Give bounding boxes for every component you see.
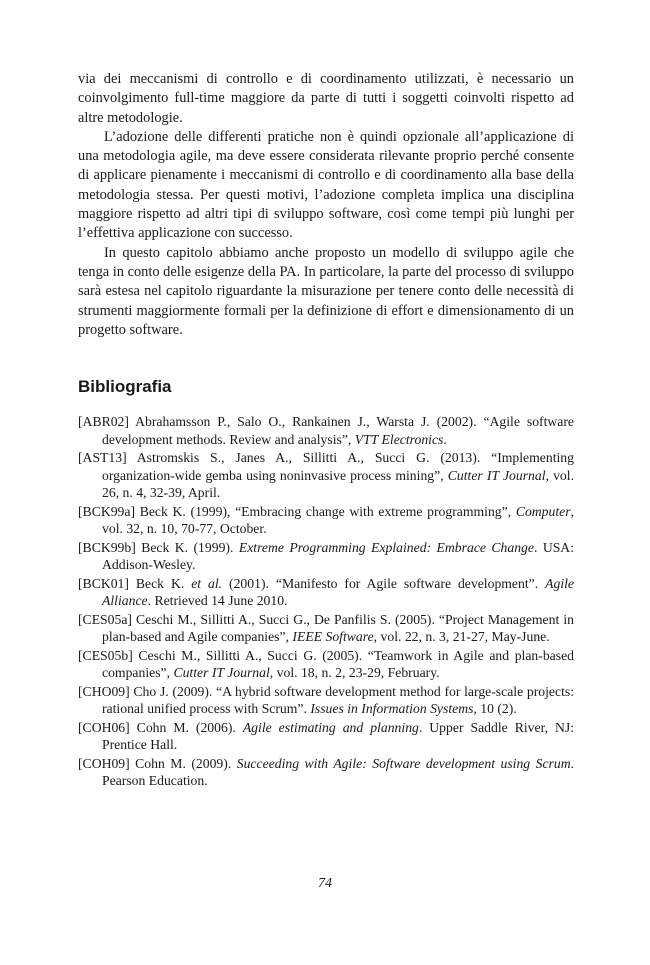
bibliography-entry: [COH09] Cohn M. (2009). Succeeding with Agile: Software development using Scrum. Pearson Education. (78, 755, 574, 789)
bibliography-list (78, 413, 574, 790)
bibliography-entry: [COH06] Cohn M. (2006). Agile estimating and planning. Upper Saddle River, NJ: Prentice Hall. (78, 719, 574, 753)
bibliography-entry: [BCK99b] Beck K. (1999). Extreme Programming Explained: Embrace Change. USA: Addison-Wesley. (78, 539, 574, 573)
bibliography-entry: [ABR02] Abrahamsson P., Salo O., Rankainen J., Warsta J. (2002). “Agile software development methods. Review and analysis”, VTT Electronics. (78, 414, 574, 447)
bibliography-entry: [CES05b] Ceschi M., Sillitti A., Succi G. (2005). “Teamwork in Agile and plan-based companies”, Cutter IT Journal, vol. 18, n. 2, 23-29, February. (78, 647, 574, 681)
paragraph: In questo capitolo abbiamo anche proposto un modello di sviluppo agile che tenga in conto delle esigenze della PA. In particolare, la parte del processo di sviluppo sarà estesa nel capitolo riguardante la misurazione per tenere conto delle necessità di strumenti maggiormente formali per la definizione di effort e dimensionamento di un progetto software. (78, 244, 574, 338)
paragraph: via dei meccanismi di controllo e di coordinamento utilizzati, è necessario un coinvolgimento full-time maggiore da parte di tutti i soggetti coinvolti rispetto ad altre metodologie. (78, 71, 574, 126)
paragraph: L’adozione delle differenti pratiche non è quindi opzionale all’applicazione di una metodologia agile, ma deve essere considerata rilevante proprio perché consente di applicare pienamente i meccanismi di controllo e di coordinamento alla base della metodologia stessa. Per questi motivi, l’adozione completa implica una disciplina maggiore rispetto ad altri tipi di sviluppo software, così come tempi più lunghi per l’effettiva applicazione con successo. (78, 128, 574, 242)
bibliography-entry: [BCK99a] Beck K. (1999), “Embracing change with extreme programming”, Computer, vol. 32, n. 10, 70-77, October. (78, 503, 574, 537)
page-number: 74 (318, 876, 332, 891)
section-heading: Bibliografia (78, 377, 172, 397)
bibliography-entry: [BCK01] Beck K. et al. (2001). “Manifesto for Agile software development”. Agile Alliance. Retrieved 14 June 2010. (78, 575, 574, 609)
bibliography-entry: [AST13] Astromskis S., Janes A., Sillitti A., Succi G. (2013). “Implementing organization-wide gemba using noninvasive process mining”, Cutter IT Journal, vol. 26, n. 4, 32-39, April. (78, 450, 575, 501)
bibliography-entry: [CES05a] Ceschi M., Sillitti A., Succi G., De Panfilis S. (2005). “Project Management in plan-based and Agile companies”, IEEE Software, vol. 22, n. 3, 21-27, May-June. (78, 611, 574, 645)
page-body (78, 70, 574, 791)
bibliography-entry: [CHO09] Cho J. (2009). “A hybrid software development method for large-scale projects: rational unified process with Scrum”. Issues in Information Systems, 10 (2). (78, 683, 574, 717)
